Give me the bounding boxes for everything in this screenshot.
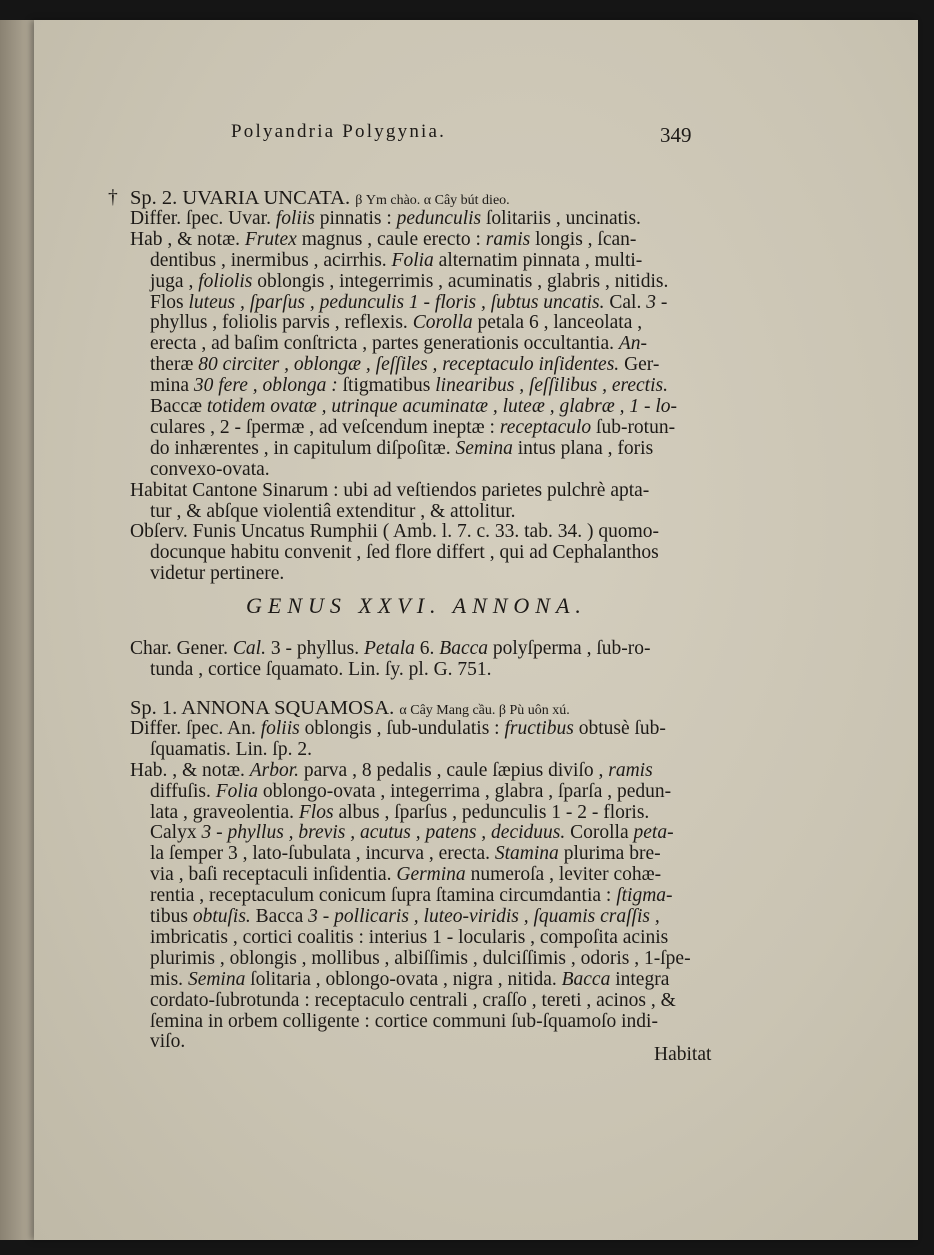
text-line — [150, 843, 661, 865]
vernacular-names: β Ym chào. α Cây bút dieo. — [355, 193, 510, 208]
text-run: 3 - phyllus. — [265, 638, 364, 659]
text-run: plurima bre- — [558, 843, 661, 865]
text-run: petala 6 , lanceolata , — [472, 312, 643, 334]
text-line — [150, 659, 492, 681]
text-run: Ger- — [624, 354, 660, 376]
text-run: Corolla — [570, 822, 629, 844]
text-run: via , baſi receptaculi inſidentia. — [150, 864, 397, 886]
italic-term: foliolis — [198, 270, 253, 292]
text-run: la ſemper 3 , lato-ſubulata , incurva , erecta. — [150, 843, 495, 865]
text-line — [150, 927, 668, 949]
italic-term: luteus , ſparſus , pedunculis 1 - floris , ſubtus uncatis. — [183, 291, 610, 313]
italic-term: Bacca — [561, 968, 611, 990]
text-run: do inhærentes , in capitulum diſpoſitæ. — [150, 437, 456, 459]
text-run: cordato-ſubrotunda : receptaculo centrali , craſſo , tereti , acinos , & — [150, 989, 676, 1011]
italic-term: Germina — [396, 864, 466, 886]
text-run: alternatim pinnata , multi- — [433, 249, 643, 271]
text-run: longis , ſcan- — [530, 228, 637, 250]
italic-term: 30 fere , oblonga : — [189, 375, 343, 397]
text-run: Calyx — [150, 822, 197, 844]
text-line — [150, 822, 674, 844]
italic-term: totidem ovatæ , utrinque acuminatæ , luteæ , glabræ , 1 - lo- — [201, 396, 678, 417]
text-line — [130, 208, 641, 230]
text-run: Hab , & notæ. — [130, 228, 245, 250]
text-run: theræ — [150, 354, 194, 376]
text-line — [150, 1031, 185, 1053]
text-line — [150, 781, 671, 803]
text-line — [150, 417, 675, 439]
text-line — [130, 638, 650, 660]
text-line — [130, 229, 636, 251]
book-page — [34, 20, 918, 1240]
text-line — [150, 250, 642, 272]
text-run: viſo. — [150, 1031, 186, 1053]
text-run: Habitat Cantone Sinarum : ubi ad veſtiendos parietes pulchrè apta- — [130, 479, 650, 501]
text-run: ſquamatis. Lin. ſp. 2. — [150, 738, 312, 760]
text-run: lata , graveolentia. — [150, 801, 299, 823]
text-line — [150, 990, 676, 1012]
running-title: Polyandria Polygynia. — [231, 121, 447, 142]
catchword: Habitat — [654, 1044, 712, 1065]
text-line — [130, 480, 649, 502]
text-run: obtusè ſub- — [573, 717, 666, 739]
text-run: numeroſa , leviter cohæ- — [465, 864, 662, 886]
italic-term: foliis — [275, 207, 315, 229]
text-run: Char. Gener. — [130, 638, 233, 659]
text-line — [150, 501, 516, 523]
text-line — [150, 969, 669, 991]
text-run: Flos — [150, 291, 184, 313]
dagger-mark: † — [108, 187, 118, 208]
text-run: ſolitariis , uncinatis. — [481, 207, 641, 229]
text-run: Baccæ — [150, 396, 202, 417]
text-run: erecta , ad baſim conſtricta , partes generationis occultantia. — [150, 333, 619, 355]
text-run: intus plana , foris — [512, 437, 654, 459]
page-number: 349 — [660, 123, 692, 147]
text-run: Sp. 1. ANNONA SQUAMOSA. — [130, 697, 400, 719]
italic-term: peta- — [628, 822, 674, 844]
text-run: parva , 8 pedalis , caule ſæpius diviſo , — [299, 759, 609, 781]
text-line — [150, 948, 691, 970]
italic-term: Cal. — [232, 638, 266, 659]
italic-term: Semina — [187, 968, 246, 990]
text-run: mis. — [150, 968, 188, 990]
text-line — [150, 906, 660, 928]
text-line — [130, 718, 666, 740]
genus-heading: GENUS XXVI. ANNONA. — [246, 593, 587, 618]
text-run: polyſperma , ſub-ro- — [488, 638, 651, 659]
italic-term: fructibus — [504, 717, 574, 739]
text-line — [150, 271, 668, 293]
text-run: 6. — [414, 638, 440, 659]
italic-term: Petala — [364, 638, 415, 659]
text-run: Cal. — [609, 291, 642, 313]
text-run: oblongis , integerrimis , acuminatis , glabris , nitidis. — [252, 270, 669, 292]
text-run: culares , 2 - ſpermæ , ad veſcendum ineptæ : — [150, 416, 500, 438]
text-run: oblongis , ſub-undulatis : — [299, 717, 505, 739]
italic-term: Bacca — [439, 638, 489, 659]
text-line — [150, 739, 312, 761]
text-line — [150, 396, 677, 418]
text-run: tibus — [150, 906, 188, 927]
text-run: phyllus , foliolis parvis , reflexis. — [150, 312, 413, 334]
italic-term: ſtigma- — [616, 885, 673, 907]
text-run: albus , ſparſus , pedunculis 1 - 2 - floris. — [333, 801, 650, 823]
text-line — [150, 438, 653, 460]
text-run: Sp. 2. UVARIA UNCATA. — [130, 187, 356, 209]
text-run: convexo-ovata. — [150, 458, 270, 480]
italic-term: ramis — [485, 228, 531, 250]
text-run: Differ. ſpec. An. — [130, 717, 261, 739]
italic-term: Folia — [391, 249, 434, 271]
italic-term: obtuſis. — [187, 906, 256, 927]
text-run: juga , — [150, 270, 199, 292]
text-run: ſtigmatibus — [342, 375, 431, 397]
text-line — [150, 375, 668, 397]
text-run: Obſerv. Funis Uncatus Rumphii ( Amb. l. 7. c. 33. tab. 34. ) quomo- — [130, 521, 659, 543]
italic-term: linearibus , ſeſſilibus , erectis. — [430, 375, 668, 397]
text-run: ſub-rotun- — [591, 416, 676, 438]
text-run: integra — [610, 968, 670, 990]
italic-term: Corolla — [412, 312, 473, 334]
text-run: Bacca — [255, 906, 304, 927]
text-line — [150, 459, 270, 481]
text-run: magnus , caule erecto : — [296, 228, 486, 250]
vernacular-names: α Cây Mang cầu. β Pù uôn xú. — [399, 703, 570, 718]
text-run: ſolitaria , oblongo-ovata , nigra , nitida. — [245, 968, 562, 990]
text-run: imbricatis , cortici coalitis : interius 1 - locularis , compoſita acinis — [150, 926, 669, 948]
italic-term: 3 - — [641, 291, 668, 313]
italic-term: foliis — [260, 717, 300, 739]
text-run: tur , & abſque violentiâ extenditur , & attolitur. — [150, 500, 516, 522]
text-run: videtur pertinere. — [150, 563, 285, 585]
text-line — [150, 333, 647, 355]
text-run: dentibus , inermibus , acirrhis. — [150, 249, 392, 271]
italic-term: Flos — [298, 801, 334, 823]
italic-term: 3 - pollicaris , luteo-viridis , ſquamis craſſis , — [303, 906, 660, 927]
italic-term: Stamina — [494, 843, 559, 865]
text-run: Hab. , & notæ. — [130, 759, 250, 781]
text-line — [150, 802, 649, 824]
text-line — [150, 542, 659, 564]
text-line — [150, 864, 661, 886]
text-run: docunque habitu convenit , ſed flore differt , qui ad Cephalanthos — [150, 542, 659, 564]
italic-term: receptaculo — [499, 416, 592, 438]
text-run: Differ. ſpec. Uvar. — [130, 207, 276, 229]
italic-term: Semina — [455, 437, 513, 459]
italic-term: 80 circiter , oblongæ , ſeſſiles , receptaculo inſidentes. — [193, 354, 625, 376]
text-line — [150, 885, 673, 907]
text-line — [130, 760, 653, 782]
text-run: ſemina in orbem colligente : cortice communi ſub-ſquamoſo indi- — [150, 1010, 658, 1032]
text-line — [150, 292, 667, 314]
text-line — [150, 354, 659, 376]
text-run: diffuſis. — [150, 780, 216, 802]
text-run: mina — [150, 375, 189, 397]
italic-term: 3 - phyllus , brevis , acutus , patens , deciduus. — [196, 822, 571, 844]
italic-term: Folia — [215, 780, 258, 802]
italic-term: An- — [618, 333, 648, 355]
italic-term: pedunculis — [396, 207, 482, 229]
italic-term: Frutex — [244, 228, 297, 250]
text-run: rentia , receptaculum conicum ſupra ſtamina circumdantia : — [150, 885, 617, 907]
text-line — [130, 521, 659, 543]
text-line — [150, 312, 642, 334]
text-run: plurimis , oblongis , mollibus , albiſſimis , dulciſſimis , odoris , 1-ſpe- — [150, 947, 691, 969]
text-line — [150, 1011, 658, 1033]
text-line — [150, 563, 284, 585]
italic-term: ramis — [608, 759, 653, 781]
italic-term: Arbor. — [249, 759, 300, 781]
text-run: pinnatis : — [314, 207, 397, 229]
text-run: oblongo-ovata , integerrima , glabra , ſparſa , pedun- — [257, 780, 672, 802]
text-run: tunda , cortice ſquamato. Lin. ſy. pl. G. 751. — [150, 658, 492, 680]
